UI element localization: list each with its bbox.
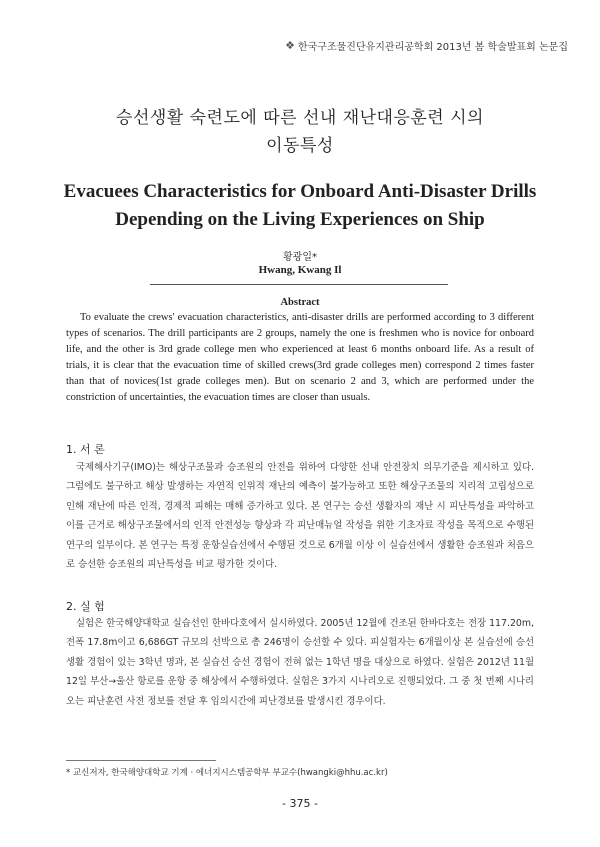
korean-title [0, 104, 600, 160]
korean-title-line-1: 승선생활 숙련도에 따른 선내 재난대응훈련 시의 [116, 108, 484, 128]
section-heading-experiment: 2. 실 험 [66, 600, 105, 613]
section-body-introduction: 국제해사기구(IMO)는 해상구조물과 승조원의 안전을 위하여 다양한 선내 안전장치 의무기준을 제시하고 있다. 그럼에도 불구하고 해상 발생하는 자연적 인위적 재난의 예측이 불가능하고 또한 해상구조물의 지리적 고립성으로 인해 재난에 따른 인적, 경제적 피해는 매해 증가하고 있다. 본 연구는 승선 생활자의 재난 시 피난특성을 파악하고 이를 근거로 해상구조물에서의 인적 안전성능 향상과 각 피난매뉴얼 작성을 위한 기초자료 작성을 목적으로 수행된 연구의 일부이다. 본 연구는 특정 운항실습선에서 수행된 것으로 6개월 이상 이 실습선에서 생활한 승조원과 처음으로 승선한 승조원의 피난특성을 비교 평가한 것이다. [66, 462, 534, 571]
section-body-experiment: 실험은 한국해양대학교 실습선인 한바다호에서 실시하였다. 2005년 12월에 건조된 한바다호는 전장 117.20m, 전폭 17.8m이고 6,686GT 규모의 선박으로 총 246명이 승선할 수 있다. 피실험자는 6개월이상 본 실습선에 승선 생활 경험이 있는 3학년 명과, 본 실습선 승선 경험이 전혀 없는 1학년 명을 대상으로 하였다. 실험은 2012년 11월 12일 부산→울산 항로를 운항 중 해상에서 수행하였다. 실험은 3가지 시나리오로 진행되었다. 그 중 첫 번째 시나리오는 피난훈련 사전 정보를 전달 후 임의시간에 피난경보를 발생시킨 경우이다. [66, 618, 534, 707]
abstract-body: To evaluate the crews' evacuation characteristics, anti-disaster drills are performed according to 3 different types of scenarios. The drill participants are 2 groups, namely the one is freshmen who is novice for onboard life, and the other is 3rd grade college men who experienced at least 6 months onboard life. As a result of trials, it is clear that the evacuation time of skilled crews(3rd grade colleges men) correspond 2 times faster than that of novices(1st grade colleges men). But on scenario 2 and 3, which are performed under the constriction of uncertainties, the evacuation times are closer than usuals. [66, 312, 534, 403]
abstract-divider [150, 284, 448, 285]
author-english: Hwang, Kwang Il [258, 264, 342, 276]
english-title-line-2: Depending on the Living Experiences on Ship [115, 209, 485, 230]
footnote-divider [66, 760, 216, 761]
page-number: - 375 - [282, 797, 318, 810]
english-title-line-1: Evacuees Characteristics for Onboard Anti-Disaster Drills [63, 181, 537, 202]
section-heading-introduction: 1. 서 론 [66, 443, 105, 456]
english-title [0, 178, 600, 234]
running-header [285, 38, 568, 53]
running-header-text: 한국구조물진단유지관리공학회 2013년 봄 학술발표회 논문집 [297, 42, 568, 53]
author-korean: 황광일* [283, 252, 317, 263]
footnote: * 교신저자, 한국해양대학교 기계 · 에너지시스템공학부 부교수(hwangki@hhu.ac.kr) [66, 768, 388, 778]
korean-title-line-2: 이동특성 [266, 136, 334, 156]
bullet-ornament-icon: ❖ [285, 39, 295, 52]
abstract-heading: Abstract [280, 297, 320, 308]
